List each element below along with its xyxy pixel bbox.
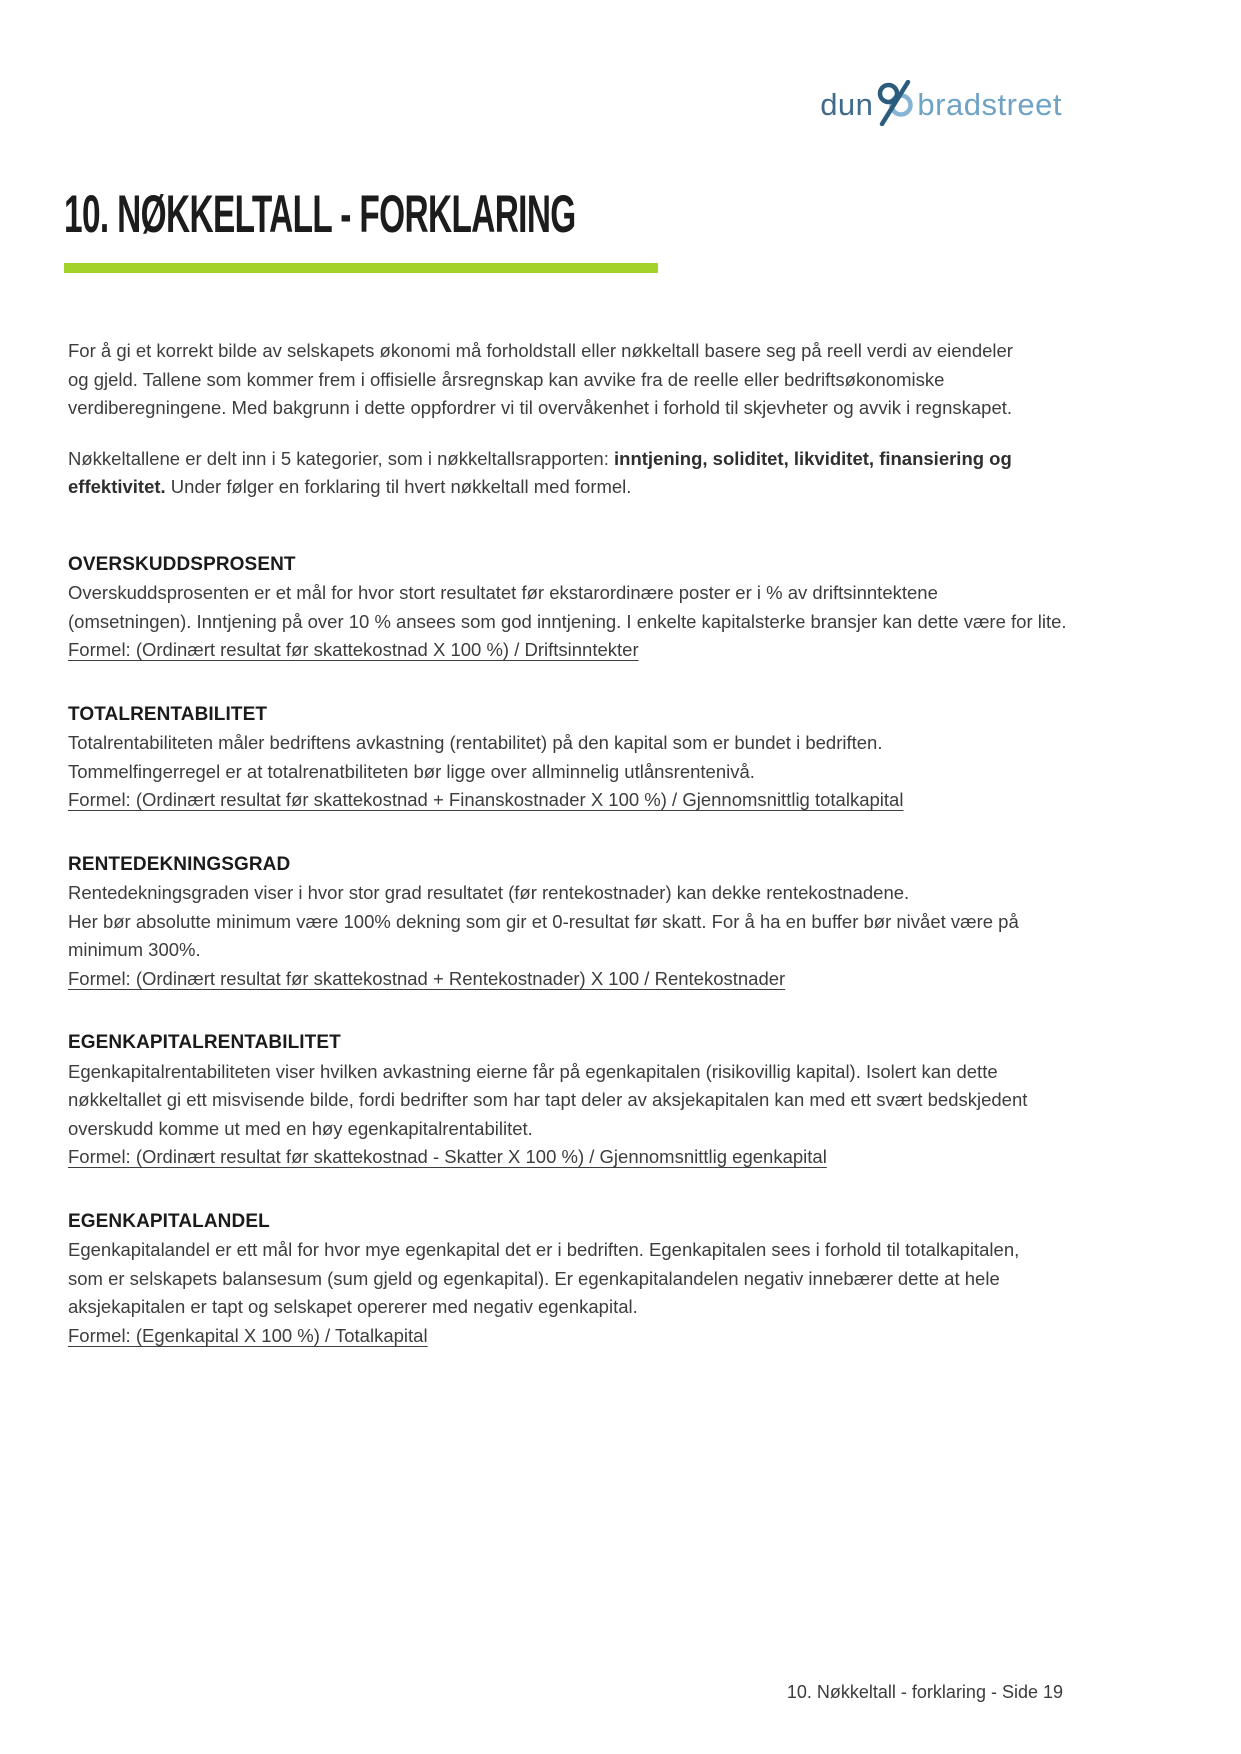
section-heading: RENTEDEKNINGSGRAD [68,853,291,875]
intro-p1-line: verdiberegningene. Med bakgrunn i dette oppfordrer vi til overvåkenhet i forhold til skjevheter og avvik i regnskapet. [68,397,1013,418]
intro-p1-line: og gjeld. Tallene som kommer frem i offisielle årsregnskap kan avvike fra de reelle eller bedriftsøkonomiske [68,368,945,390]
section-egenkapitalrentabilitet [68,1029,1078,1172]
main-content [68,337,1078,1386]
section-formula: Formel: (Ordinært resultat før skattekostnad + Finanskostnader X 100 %) / Gjennomsnittlig totalkapital [68,789,904,810]
intro-p2-regular-text: Under følger en forklaring til hvert nøkkeltall med formel. [165,476,632,497]
section-formula: Formel: (Egenkapital X 100 %) / Totalkapital [68,1324,428,1346]
section-formula: Formel: (Ordinært resultat før skattekostnad + Rentekostnader) X 100 / Rentekostnader [68,967,786,989]
section-rentedekningsgrad [68,851,1078,994]
intro-p2-bold-text: inntjening, soliditet, likviditet, finansiering og [614,447,1012,469]
section-body-line: Egenkapitalrentabiliteten viser hvilken avkastning eierne får på egenkapitalen (risikovillig kapital). Isolert kan dette [68,1060,998,1082]
section-body-line: Overskuddsprosenten er et mål for hvor stort resultatet før ekstarordinære poster er i % av driftsinntektene [68,582,938,603]
logo-text-dun: dun [820,87,874,122]
dun-bradstreet-logo [820,74,1062,120]
section-body-line: overskudd komme ut med en høy egenkapitalrentabilitet. [68,1117,533,1139]
title-underline-bar [64,263,658,273]
section-totalrentabilitet [68,701,1078,815]
section-body-line: aksjekapitalen er tapt og selskapet opererer med negativ egenkapital. [68,1296,638,1317]
section-body-line: Rentedekningsgraden viser i hvor stor grad resultatet (før rentekostnader) kan dekke rentekostnadene. [68,882,910,903]
intro-p1-line: For å gi et korrekt bilde av selskapets økonomi må forholdstall eller nøkkeltall basere seg på reell verdi av eiendeler [68,340,1013,361]
ampersand-icon [875,80,915,126]
section-body-line: Egenkapitalandel er ett mål for hvor mye egenkapital det er i bedriften. Egenkapitalen sees i forhold til totalkapitalen, [68,1239,1020,1260]
section-egenkapitalandel [68,1208,1078,1351]
section-heading: EGENKAPITALANDEL [68,1210,270,1232]
section-formula: Formel: (Ordinært resultat før skattekostnad - Skatter X 100 %) / Gjennomsnittlig egenkapital [68,1146,827,1167]
intro-p2-regular-text: Nøkkeltallene er delt inn i 5 kategorier, som i nøkkeltallsrapporten: [68,447,615,469]
page-title: 10. NØKKELTALL - FORKLARING [64,185,576,244]
section-body-line: nøkkeltallet gi ett misvisende bilde, fordi bedrifter som har tapt deler av aksjekapitalen kan med ett svært bedskjedent [68,1089,1028,1110]
section-body-line: som er selskapets balansesum (sum gjeld og egenkapital). Er egenkapitalandelen negativ innebærer dette at hele [68,1267,1000,1289]
section-body-line: Totalrentabiliteten måler bedriftens avkastning (rentabilitet) på den kapital som er bundet i bedriften. [68,732,883,753]
section-body-line: (omsetningen). Inntjening på over 10 % ansees som god inntjening. I enkelte kapitalsterke bransjer kan dette være for lite. [68,610,1067,632]
section-body-line: minimum 300%. [68,939,201,960]
page-footer: 10. Nøkkeltall - forklaring - Side 19 [786,1682,1063,1702]
logo-text-bradstreet: bradstreet [917,87,1062,122]
section-heading: EGENKAPITALRENTABILITET [68,1032,341,1053]
section-formula: Formel: (Ordinært resultat før skattekostnad X 100 %) / Driftsinntekter [68,639,639,660]
intro-paragraph-2 [68,445,1078,502]
intro-p2-bold-text: effektivitet. [68,476,166,497]
section-overskuddsprosent [68,551,1078,665]
section-body-line: Her bør absolutte minimum være 100% dekning som gir et 0-resultat før skatt. For å ha en buffer bør nivået være på [68,910,1019,932]
section-heading: TOTALRENTABILITET [68,703,268,725]
intro-p2-line [68,445,1078,474]
intro-paragraph-1 [68,337,1078,423]
section-heading: OVERSKUDDSPROSENT [68,553,296,575]
intro-p2-line [68,473,1078,502]
section-body-line: Tommelfingerregel er at totalrenatbiliteten bør ligge over allminnelig utlånsrentenivå. [68,760,755,782]
